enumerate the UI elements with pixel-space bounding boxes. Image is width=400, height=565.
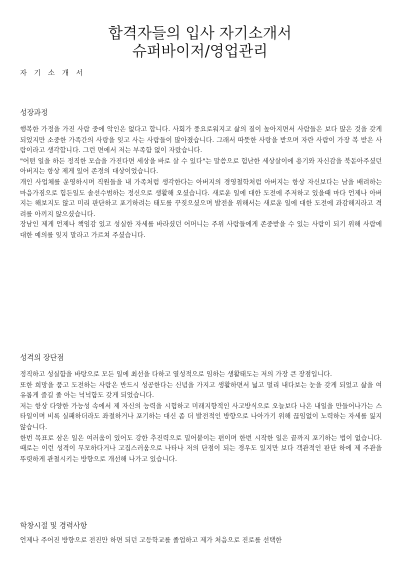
paragraph: 장남인 제게 언제나 책임감 있고 성실한 자세를 바라셨던 어머니는 주위 사람들에게 존중받을 수 있는 사람이 되기 위해 사람에 대한 예의를 잊지 말라고 가르쳐 주셨습니다. xyxy=(20,220,382,239)
section-heading: 성격의 장단점 xyxy=(20,353,64,362)
section-growth xyxy=(20,107,382,241)
section-school-career xyxy=(20,520,382,546)
section-heading: 학창시절 및 경력사항 xyxy=(20,521,88,530)
paragraph: 개인 사업체를 운영하시며 직원들을 내 가족처럼 생각한다는 아버지의 경영철학처럼 아버지는 항상 자신보다는 남을 배려하는 마음가짐으로 힘든일도 솔선수범하는 정신으로 생활해 오셨습니다. 새로운 일에 대한 도전에 주저하고 있을때 마다 언제나 아버지는 해보지도 않고 미리 판단하고 포기하려는 태도를 꾸짖으셨으며 발전을 위해서는 새로운 일에 대한 도전에 과감해지라고 격려를 아끼지 않으셨습니다. xyxy=(20,177,382,218)
paragraph: 언제나 주어진 방향으로 전진만 하면 되던 고등학교를 졸업하고 제가 처음으로 진로를 선택한 xyxy=(20,536,282,544)
paragraph: 정직하고 성실함을 바탕으로 모든 일에 최선을 다하고 열성적으로 임하는 생활태도는 저의 가장 큰 장점입니다. xyxy=(20,370,333,378)
paragraph: "어떤 일을 하든 정직한 모습을 가진다면 세상을 바로 살 수 있다"는 말씀으로 험난한 세상살이에 용기와 자신감을 북돋아주셨던 아버지는 항상 제게 있어 존경의 대상이었습니다. xyxy=(20,156,382,176)
title-line-1: 합격자들의 입사 자기소개서 xyxy=(108,24,292,42)
paragraph: 행복한 가정을 가진 사람 중에 악인은 없다고 합니다. 사회가 풍요로워지고 삶의 질이 높아지면서 사람들은 보다 많은 것을 갖게 되었지만 소중한 가족간의 사랑을 잊고 사는 사람들이 많아졌습니다. 그래서 따뜻한 사랑을 받으며 자란 사람이 가장 복 받은 사람이라고 생각합니다. 그런 면에서 저는 부족함 없이 자랐습니다. xyxy=(20,125,382,155)
title-line-2: 슈퍼바이저/영업관리 xyxy=(132,42,268,60)
section-personality xyxy=(20,352,382,464)
document-title xyxy=(0,24,400,60)
section-heading: 성장과정 xyxy=(20,108,48,117)
paragraph: 또한 희망을 품고 도전하는 사람은 반드시 성공한다는 신념을 가지고 생활하면서 넓고 멀리 내다보는 눈을 갖게 되었고 삶을 여유롭게 즐길 줄 아는 넉넉함도 갖게 되었습니다. xyxy=(20,380,382,400)
document-label: 자 기 소 개 서 xyxy=(20,69,86,77)
paragraph: 한번 목표로 삼은 일은 여러움이 있어도 강한 추진력으로 밀어붙이는 편이며 한번 시작한 일은 끝까지 포기하는 법이 없습니다. 때로는 이런 성격이 무모하다거나 고집스러움으로 나타나 저의 단점이 되는 경우도 있지만 보다 객관적인 판단 하에 제 주관을 뚜렷하게 관철시키는 방향으로 개선해 나가고 있습니다. xyxy=(20,433,382,463)
paragraph: 저는 항상 다양한 가능성 속에서 제 자신의 능력을 시험하고 미래지향적인 사고방식으로 오늘보다 나은 내일을 만들어나가는 스타일이며 비록 실패하더라도 좌절하거나 포기하는 대신 좀 더 발전적인 방향으로 나아가기 위해 끊임없이 노력하는 자세를 잃지 않습니다. xyxy=(20,401,382,431)
